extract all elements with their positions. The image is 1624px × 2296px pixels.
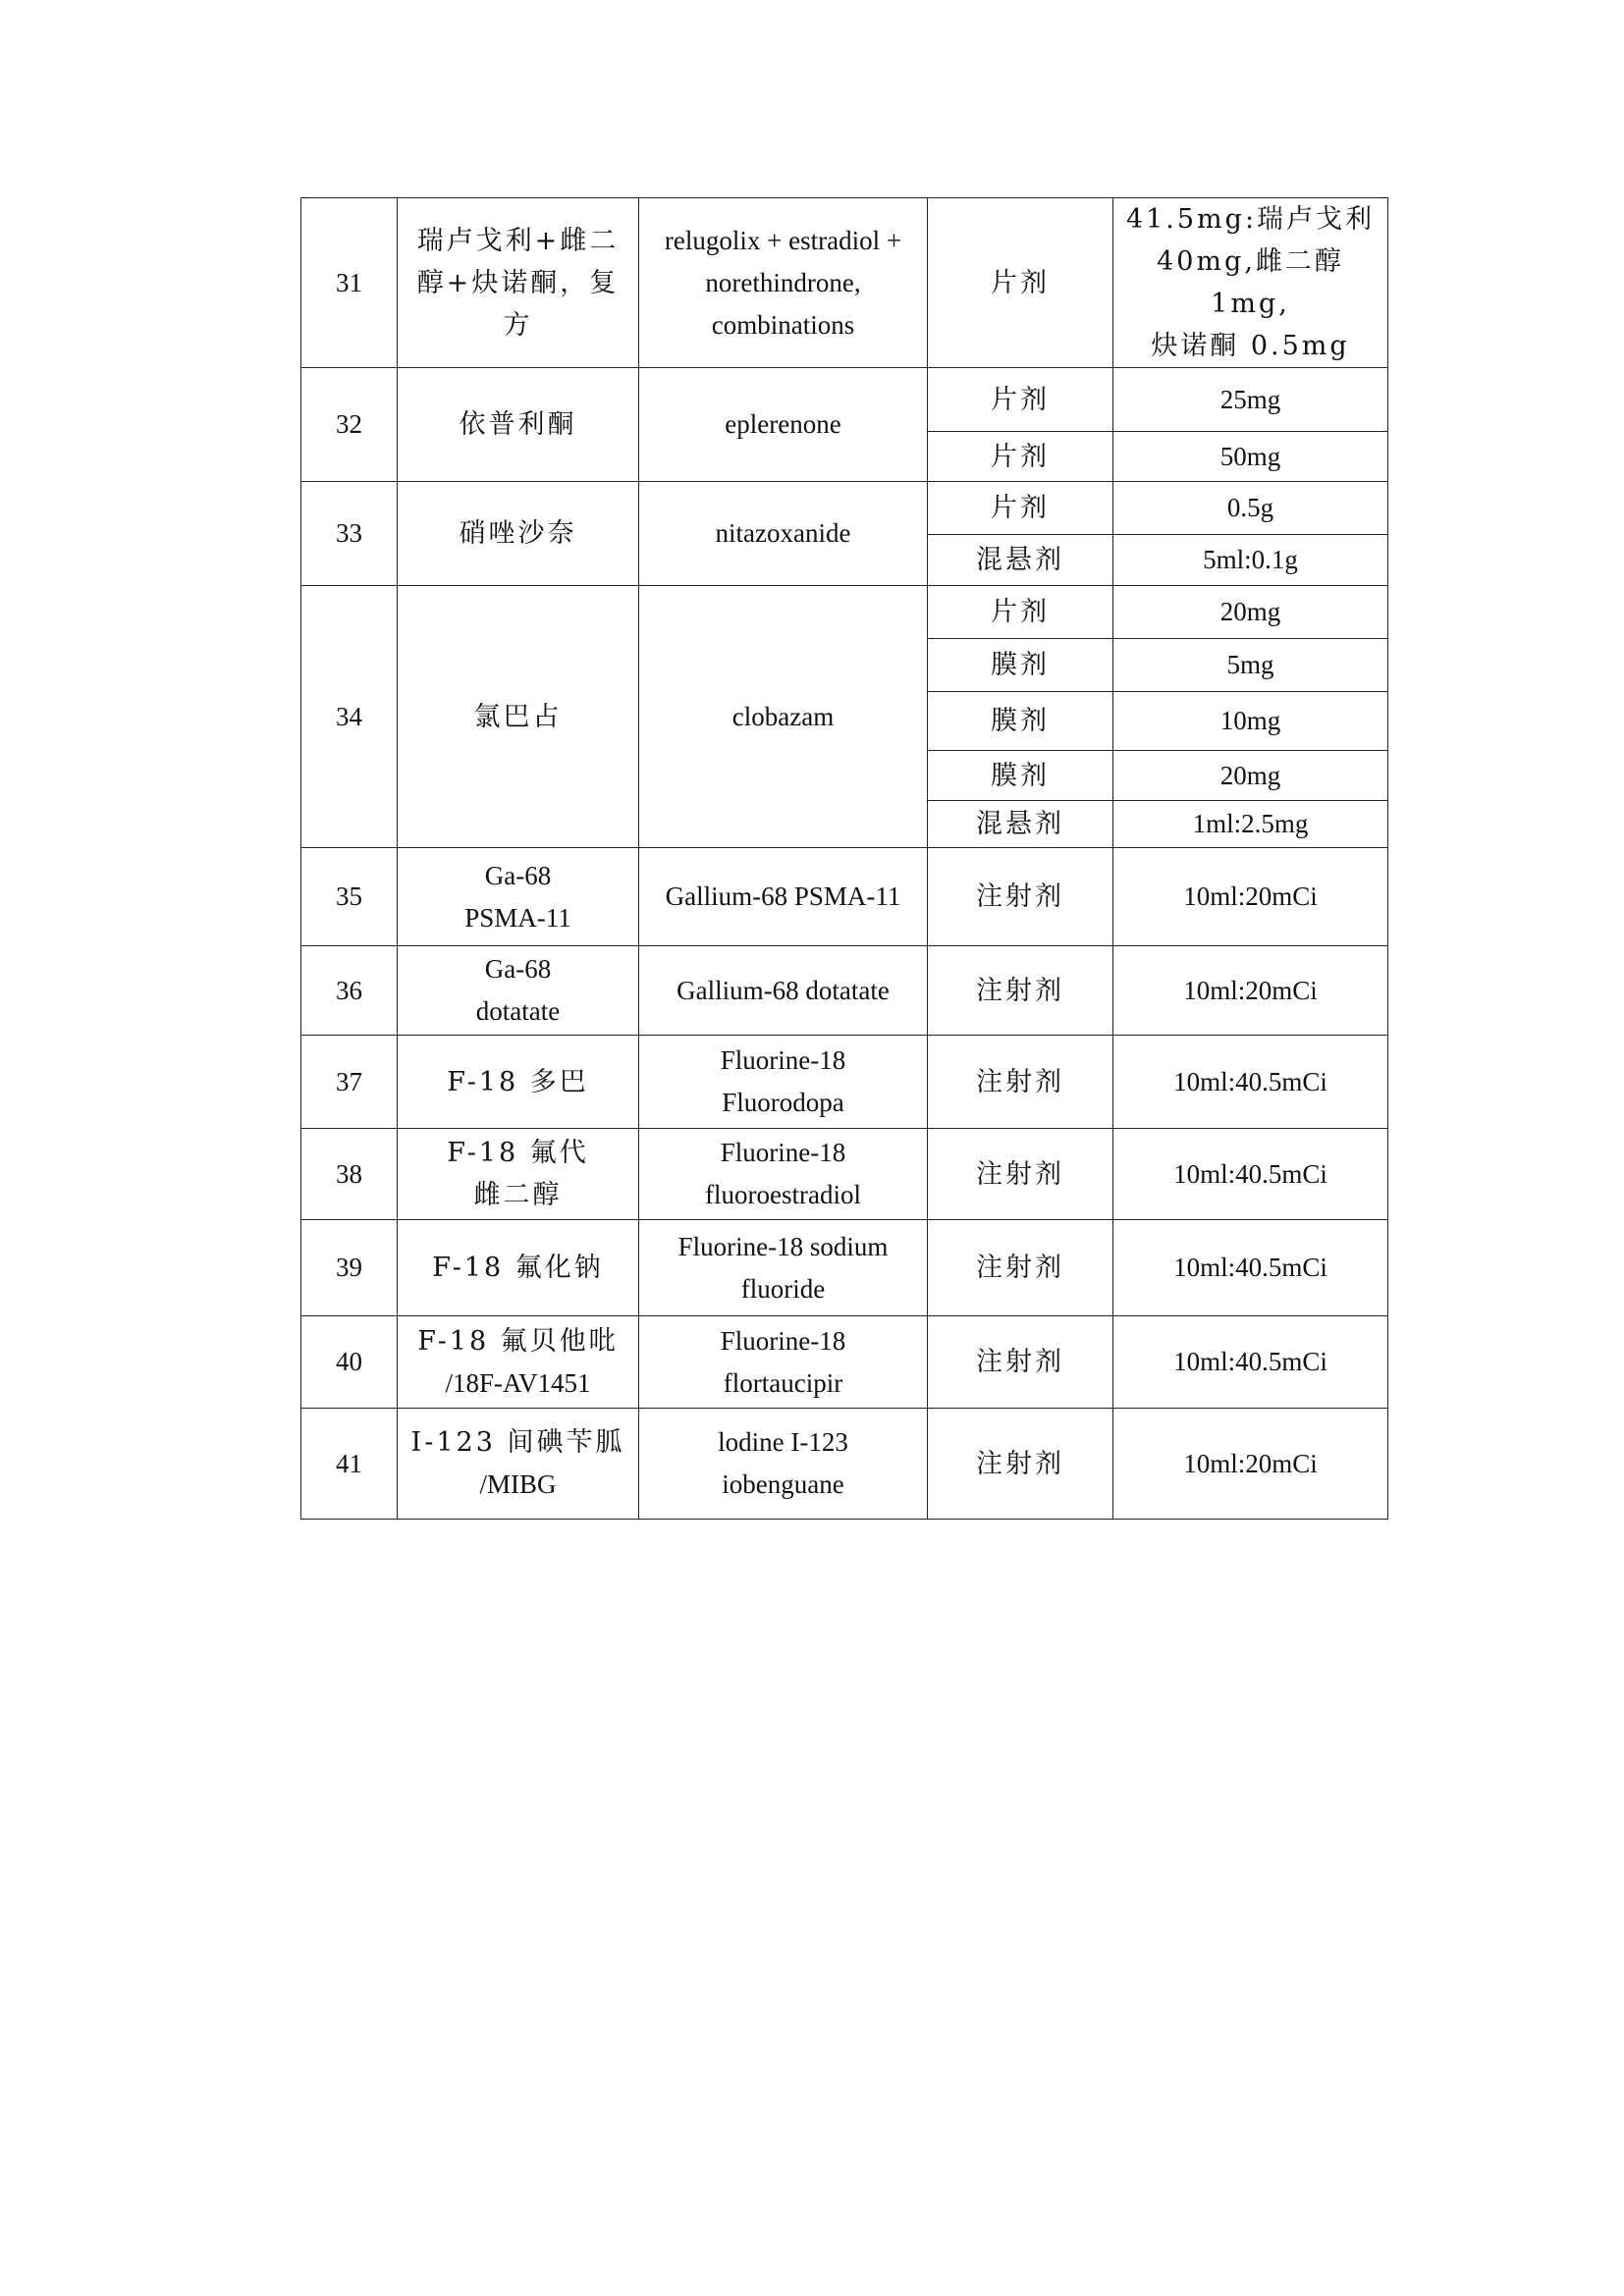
specification-cell-line: 1ml:2.5mg <box>1192 809 1309 838</box>
dosage-form-cell: 片剂 <box>928 482 1113 535</box>
specification-cell <box>1113 1409 1388 1520</box>
english-name-cell <box>639 1220 928 1316</box>
serial-number-cell: 35 <box>301 848 398 946</box>
serial-number-cell: 31 <box>301 198 398 368</box>
specification-cell-line: 10ml:40.5mCi <box>1173 1158 1327 1189</box>
english-name-cell-line: Gallium-68 dotatate <box>677 975 890 1005</box>
english-name-cell-line: fluoride <box>740 1273 826 1304</box>
dosage-form-cell: 注射剂 <box>928 1036 1113 1129</box>
dosage-form-cell: 片剂 <box>928 586 1113 639</box>
chinese-name-cell <box>398 586 639 848</box>
english-name-cell-line: nitazoxanide <box>715 518 851 548</box>
specification-cell-line: 炔诺酮 0.5mg <box>1151 331 1350 361</box>
english-name-cell <box>639 1316 928 1409</box>
english-name-cell <box>639 1409 928 1520</box>
specification-cell-line: 20mg <box>1219 597 1281 626</box>
chinese-name-cell-line: 雌二醇 <box>473 1180 563 1210</box>
serial-number-cell: 34 <box>301 586 398 848</box>
english-name-cell-line: Gallium-68 PSMA-11 <box>665 881 901 911</box>
dosage-form-cell: 膜剂 <box>928 751 1113 801</box>
specification-cell <box>1113 848 1388 946</box>
english-name-cell-line: iobenguane <box>722 1469 844 1499</box>
table-row <box>301 848 1388 946</box>
table-row <box>301 198 1388 368</box>
dosage-form-cell: 注射剂 <box>928 946 1113 1036</box>
chinese-name-cell <box>398 482 639 586</box>
specification-cell-line: 25mg <box>1219 384 1281 414</box>
serial-number-cell: 32 <box>301 368 398 482</box>
english-name-cell-line: fluoroestradiol <box>705 1180 861 1209</box>
specification-cell-line: 10ml:40.5mCi <box>1173 1066 1327 1096</box>
chinese-name-cell-line: 氯巴占 <box>473 701 563 732</box>
chinese-name-cell-line: /18F-AV1451 <box>445 1367 591 1398</box>
english-name-cell-line: Fluorine-18 <box>720 1138 846 1167</box>
serial-number-cell: 38 <box>301 1129 398 1220</box>
chinese-name-cell <box>398 1129 639 1220</box>
chinese-name-cell-line: F-18 氟代 <box>447 1138 589 1168</box>
english-name-cell-line: Fluorine-18 <box>720 1325 846 1356</box>
serial-number-cell: 36 <box>301 946 398 1036</box>
chinese-name-cell-line: F-18 氟化钠 <box>432 1253 604 1283</box>
dosage-form-cell: 注射剂 <box>928 1409 1113 1520</box>
serial-number-cell: 33 <box>301 482 398 586</box>
chinese-name-cell <box>398 368 639 482</box>
specification-cell-line: 40mg,雌二醇 1mg, <box>1157 246 1344 319</box>
dosage-form-cell: 膜剂 <box>928 692 1113 751</box>
specification-cell <box>1113 639 1388 692</box>
table-body <box>301 198 1388 1520</box>
chinese-name-cell-line: 硝唑沙奈 <box>459 518 577 549</box>
specification-cell <box>1113 1220 1388 1316</box>
specification-cell-line: 10ml:20mCi <box>1183 1448 1318 1478</box>
drug-list-table <box>300 197 1388 1520</box>
english-name-cell-line: Fluorine-18 <box>720 1045 846 1075</box>
dosage-form-cell: 混悬剂 <box>928 535 1113 586</box>
chinese-name-cell-line: 瑞卢戈利+雌二 <box>416 225 620 256</box>
english-name-cell-line: Fluorodopa <box>722 1088 844 1117</box>
english-name-cell <box>639 368 928 482</box>
chinese-name-cell <box>398 848 639 946</box>
english-name-cell-line: norethindrone, <box>705 267 861 297</box>
specification-cell-line: 10ml:40.5mCi <box>1173 1253 1327 1282</box>
dosage-form-cell: 混悬剂 <box>928 801 1113 848</box>
dosage-form-cell: 注射剂 <box>928 848 1113 946</box>
chinese-name-cell-line: 依普利酮 <box>459 409 577 440</box>
specification-cell-line: 5ml:0.1g <box>1203 545 1298 574</box>
chinese-name-cell-line: F-18 氟贝他吡 <box>417 1325 619 1357</box>
specification-cell <box>1113 1316 1388 1409</box>
english-name-cell <box>639 482 928 586</box>
dosage-form-cell: 片剂 <box>928 198 1113 368</box>
serial-number-cell: 39 <box>301 1220 398 1316</box>
english-name-cell-line: clobazam <box>731 701 835 731</box>
chinese-name-cell <box>398 1316 639 1409</box>
specification-cell <box>1113 432 1388 482</box>
dosage-form-cell: 膜剂 <box>928 639 1113 692</box>
dosage-form-cell: 注射剂 <box>928 1129 1113 1220</box>
dosage-form-cell: 注射剂 <box>928 1316 1113 1409</box>
specification-cell-line: 10ml:20mCi <box>1183 975 1318 1005</box>
serial-number-cell: 40 <box>301 1316 398 1409</box>
chinese-name-cell-line: Ga-68 <box>484 860 552 890</box>
specification-cell-line: 10ml:20mCi <box>1183 881 1318 911</box>
chinese-name-cell-line: F-18 多巴 <box>447 1066 589 1097</box>
english-name-cell-line: flortaucipir <box>723 1367 843 1398</box>
table-row <box>301 946 1388 1036</box>
table-row <box>301 1220 1388 1316</box>
chinese-name-cell <box>398 1409 639 1520</box>
specification-cell-line: 41.5mg:瑞卢戈利 <box>1125 204 1376 235</box>
english-name-cell <box>639 1036 928 1129</box>
specification-cell <box>1113 751 1388 801</box>
table-row <box>301 482 1388 535</box>
chinese-name-cell-line: /MIBG <box>479 1469 557 1499</box>
specification-cell <box>1113 1129 1388 1220</box>
specification-cell <box>1113 482 1388 535</box>
specification-cell <box>1113 198 1388 368</box>
chinese-name-cell <box>398 1220 639 1316</box>
specification-cell <box>1113 535 1388 586</box>
chinese-name-cell-line: 醇+炔诺酮，复方 <box>416 267 620 341</box>
chinese-name-cell-line: dotatate <box>475 996 561 1026</box>
serial-number-cell: 41 <box>301 1409 398 1520</box>
chinese-name-cell <box>398 946 639 1036</box>
specification-cell <box>1113 1036 1388 1129</box>
english-name-cell <box>639 946 928 1036</box>
dosage-form-cell: 片剂 <box>928 432 1113 482</box>
specification-cell-line: 10ml:40.5mCi <box>1173 1347 1327 1376</box>
table-row <box>301 1129 1388 1220</box>
specification-cell <box>1113 586 1388 639</box>
english-name-cell-line: relugolix + estradiol + <box>664 225 902 255</box>
dosage-form-cell: 片剂 <box>928 368 1113 432</box>
table-row <box>301 368 1388 432</box>
specification-cell-line: 5mg <box>1226 650 1274 679</box>
chinese-name-cell <box>398 198 639 368</box>
specification-cell <box>1113 946 1388 1036</box>
english-name-cell-line: Fluorine-18 sodium <box>677 1231 889 1261</box>
specification-cell-line: 10mg <box>1219 706 1281 735</box>
specification-cell <box>1113 801 1388 848</box>
specification-cell-line: 50mg <box>1219 441 1281 471</box>
chinese-name-cell-line: I-123 间碘苄胍 <box>410 1427 625 1458</box>
english-name-cell <box>639 848 928 946</box>
english-name-cell <box>639 586 928 848</box>
english-name-cell <box>639 198 928 368</box>
specification-cell-line: 0.5g <box>1226 493 1274 522</box>
serial-number-cell: 37 <box>301 1036 398 1129</box>
chinese-name-cell <box>398 1036 639 1129</box>
english-name-cell <box>639 1129 928 1220</box>
specification-cell-line: 20mg <box>1219 760 1281 790</box>
chinese-name-cell-line: PSMA-11 <box>464 902 571 933</box>
dosage-form-cell: 注射剂 <box>928 1220 1113 1316</box>
english-name-cell-line: eplerenone <box>725 409 841 439</box>
table-row <box>301 1316 1388 1409</box>
table-row <box>301 586 1388 639</box>
english-name-cell-line: lodine I-123 <box>718 1427 848 1457</box>
specification-cell <box>1113 692 1388 751</box>
english-name-cell-line: combinations <box>711 309 855 340</box>
chinese-name-cell-line: Ga-68 <box>484 954 552 984</box>
table-row <box>301 1036 1388 1129</box>
table-row <box>301 1409 1388 1520</box>
specification-cell <box>1113 368 1388 432</box>
